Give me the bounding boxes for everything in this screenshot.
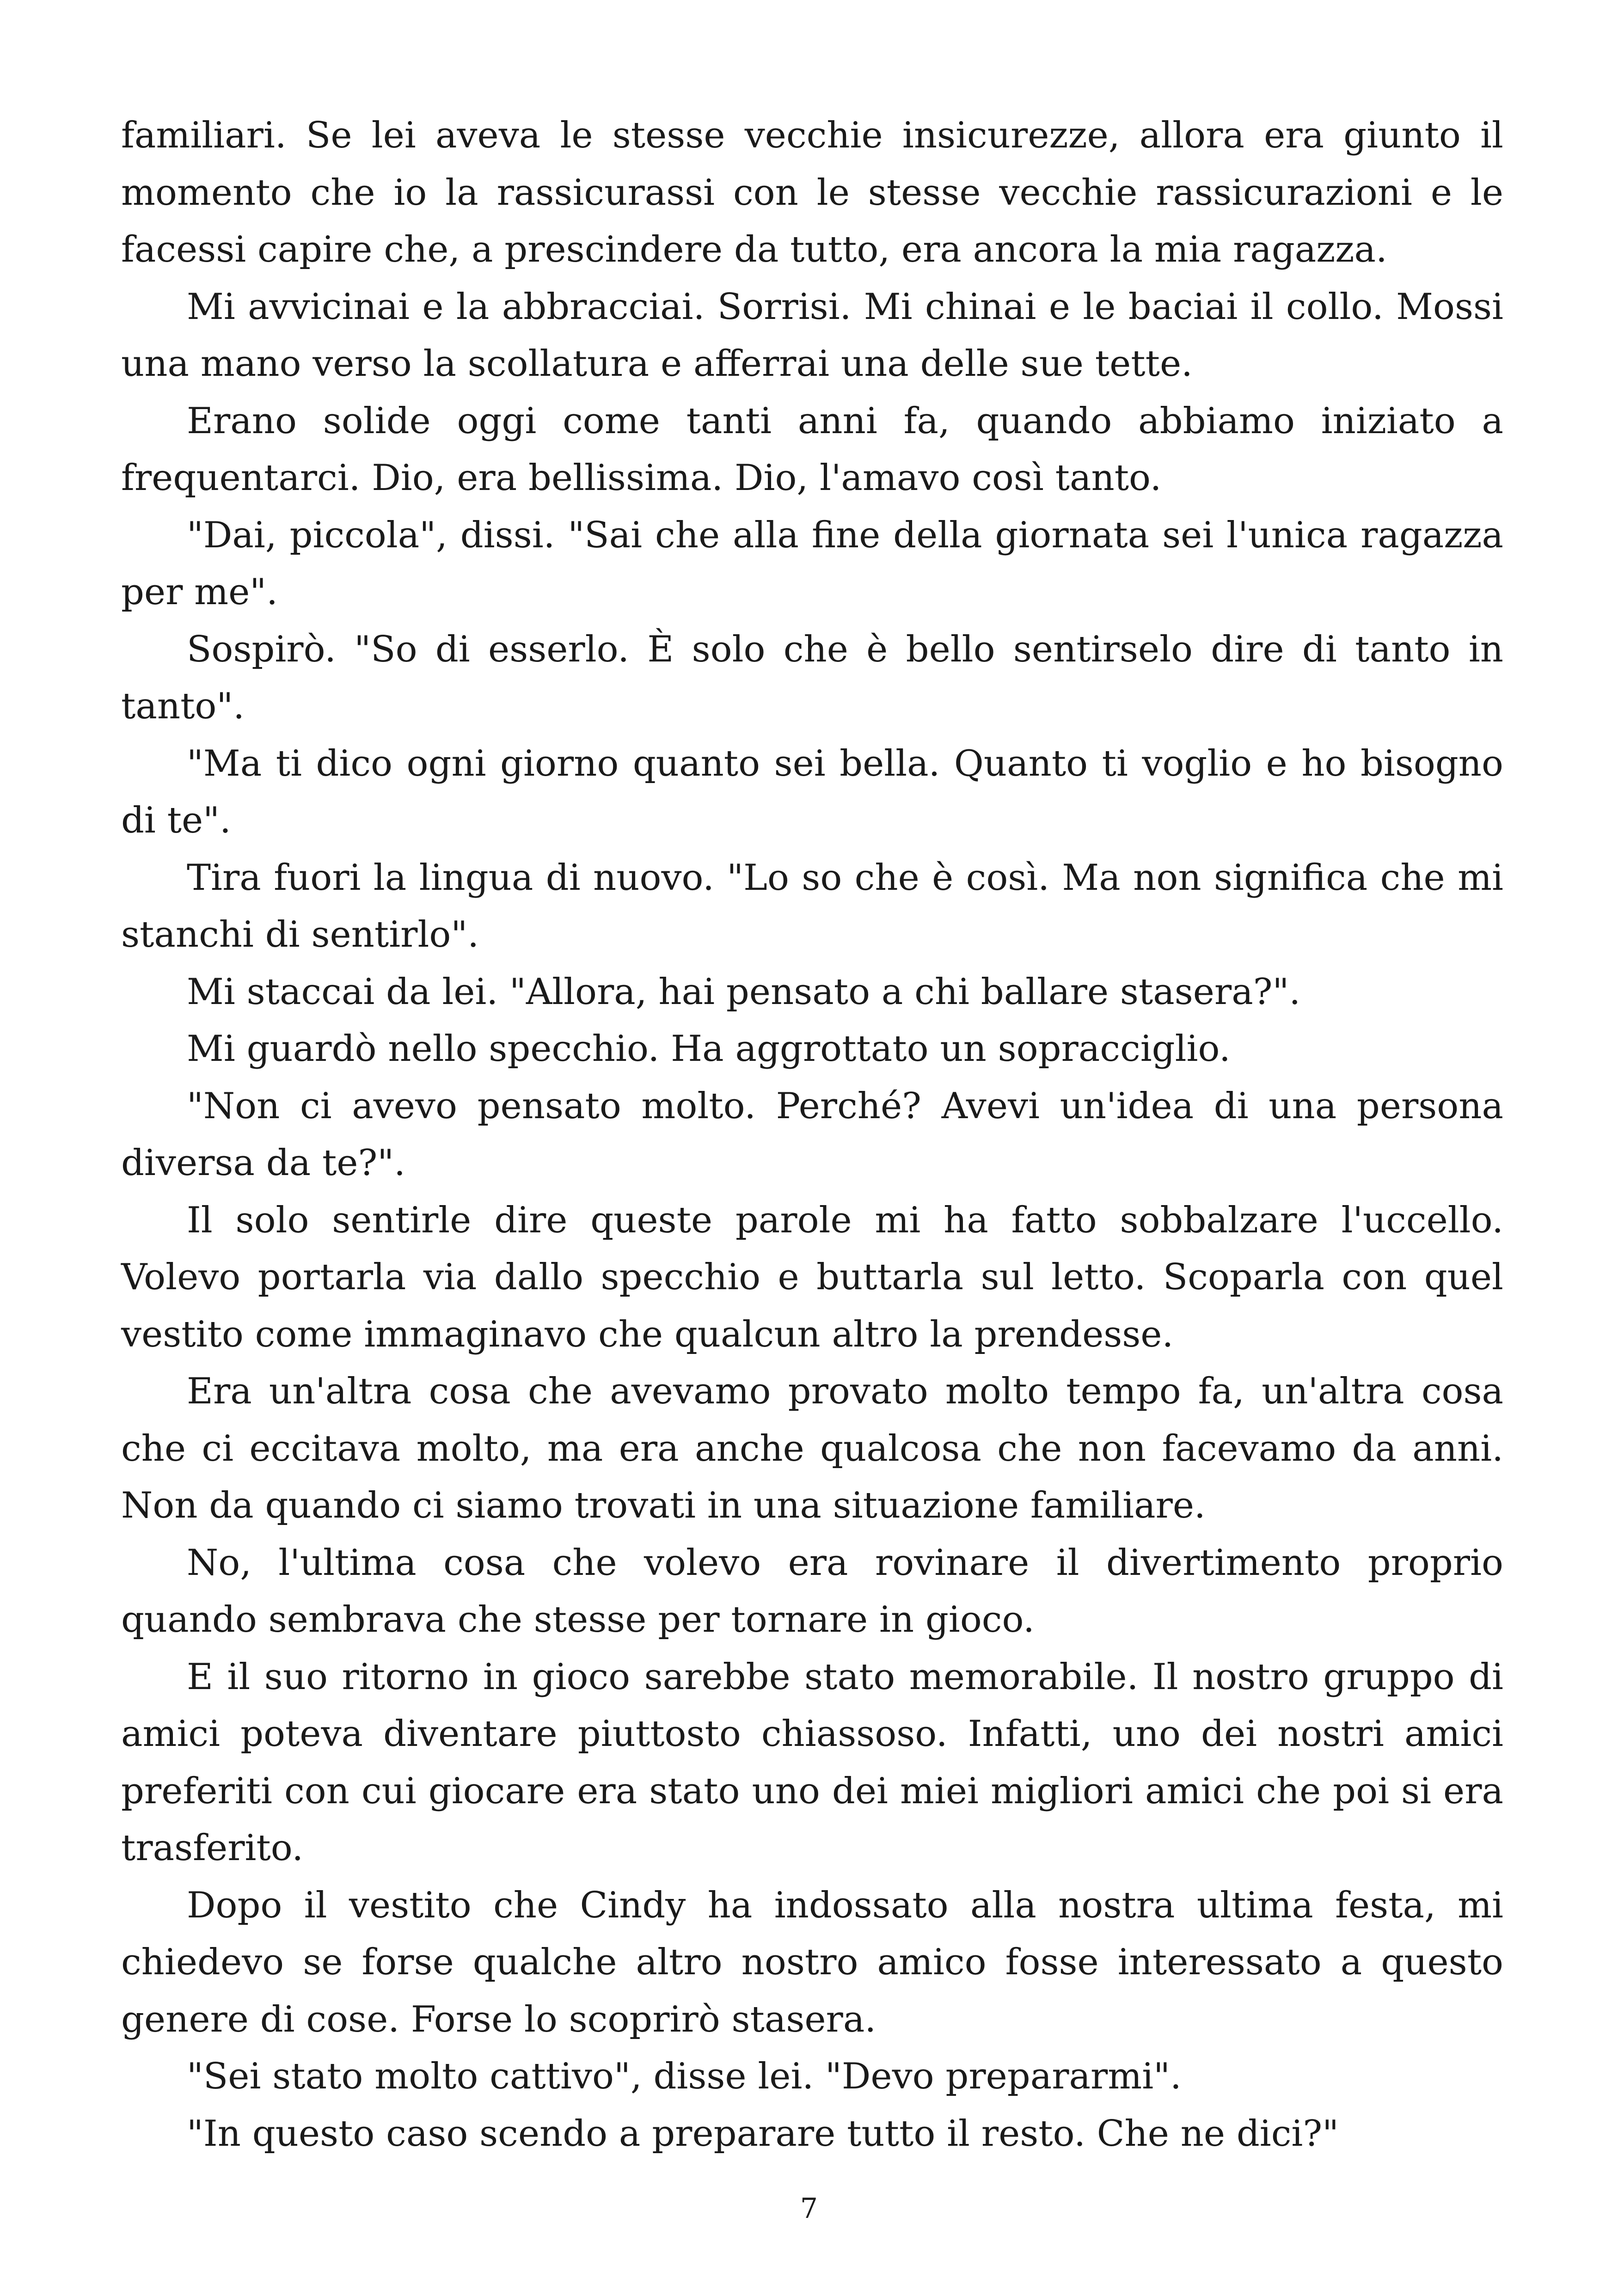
paragraph: E il suo ritorno in gioco sarebbe stato memorabile. Il nostro gruppo di amici poteva diventare piuttosto chiassoso. Infatti, uno dei nostri amici preferiti con cui giocare era stato uno dei miei migliori amici che poi si era trasferito. (121, 1656, 1503, 1869)
paragraph: Dopo il vestito che Cindy ha indossato alla nostra ultima festa, mi chiedevo se forse qualche altro nostro amico fosse interessato a questo genere di cose. Forse lo scoprirò stasera. (121, 1884, 1503, 2040)
paragraph: Era un'altra cosa che avevamo provato molto tempo fa, un'altra cosa che ci eccitava molto, ma era anche qualcosa che non facevamo da anni. Non da quando ci siamo trovati in una situazione familiare. (121, 1371, 1503, 1526)
paragraph: Mi avvicinai e la abbracciai. Sorrisi. Mi chinai e le baciai il collo. Mossi una mano verso la scollatura e afferrai una delle sue tette. (121, 286, 1503, 385)
paragraph: "Non ci avevo pensato molto. Perché? Avevi un'idea di una persona diversa da te?". (121, 1085, 1503, 1184)
paragraph: Mi staccai da lei. "Allora, hai pensato a chi ballare stasera?". (187, 971, 1301, 1013)
paragraph: Tira fuori la lingua di nuovo. "Lo so che è così. Ma non significa che mi stanchi di sentirlo". (121, 857, 1503, 955)
paragraph: Erano solide oggi come tanti anni fa, quando abbiamo iniziato a frequentarci. Dio, era bellissima. Dio, l'amavo così tanto. (121, 400, 1503, 499)
paragraph: Mi guardò nello specchio. Ha aggrottato un sopracciglio. (187, 1028, 1231, 1070)
paragraph: No, l'ultima cosa che volevo era rovinare il divertimento proprio quando sembrava che stesse per tornare in gioco. (121, 1542, 1503, 1641)
paragraph: "In questo caso scendo a preparare tutto il resto. Che ne dici?" (187, 2112, 1339, 2155)
paragraph: Sospirò. "So di esserlo. È solo che è bello sentirselo dire di tanto in tanto". (121, 628, 1503, 727)
paragraph: "Sei stato molto cattivo", disse lei. "Devo prepararmi". (187, 2056, 1182, 2097)
page-number: 7 (800, 2192, 818, 2225)
paragraph: "Dai, piccola", dissi. "Sai che alla fine della giornata sei l'unica ragazza per me". (121, 514, 1503, 613)
body-text (121, 107, 1503, 2162)
paragraph: Il solo sentirle dire queste parole mi ha fatto sobbalzare l'uccello. Volevo portarla via dallo specchio e buttarla sul letto. Scoparla con quel vestito come immaginavo che qualcun altro la prendesse. (121, 1199, 1503, 1355)
paragraph: "Ma ti dico ogni giorno quanto sei bella. Quanto ti voglio e ho bisogno di te". (121, 742, 1503, 841)
paragraph-continuation: familiari. Se lei aveva le stesse vecchie insicurezze, allora era giunto il momento che io la rassicurassi con le stesse vecchie rassicurazioni e le facessi capire che, a prescindere da tutto, era ancora la mia ragazza. (121, 115, 1503, 270)
